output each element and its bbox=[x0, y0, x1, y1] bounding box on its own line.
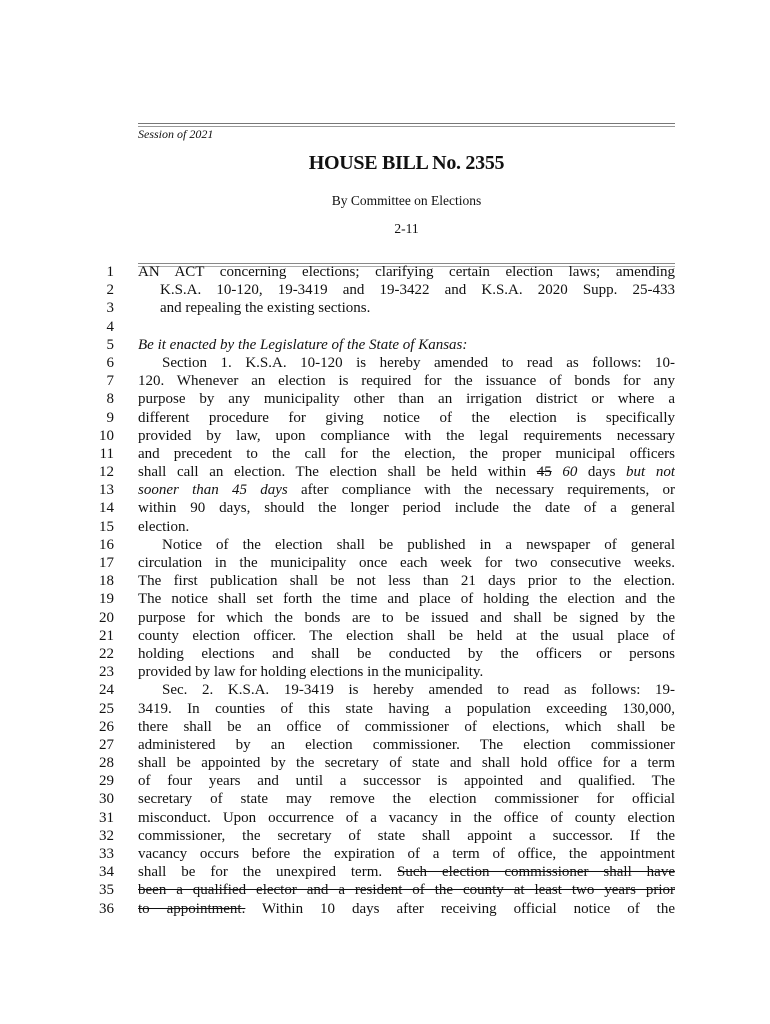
line-text bbox=[138, 863, 675, 881]
bill-line bbox=[0, 554, 770, 572]
text-segment: secretary of state may remove the election commissioner for official bbox=[138, 791, 675, 808]
header-rule-secondary bbox=[138, 126, 675, 127]
text-segment: AN ACT concerning elections; clarifying certain election laws; amending bbox=[138, 264, 675, 280]
text-segment: shall call an election. The election shall be held within bbox=[138, 464, 537, 481]
bill-line bbox=[0, 809, 770, 827]
line-text bbox=[138, 627, 675, 645]
bill-line bbox=[0, 263, 770, 281]
struck-text: been a qualified elector and a resident of the county at least two years prior bbox=[138, 882, 675, 899]
text-segment: and repealing the existing sections. bbox=[160, 300, 371, 317]
text-segment: circulation in the municipality once each week for two consecutive weeks. bbox=[138, 555, 675, 571]
line-text bbox=[138, 263, 675, 281]
line-text bbox=[138, 700, 675, 718]
text-segment: Sec. 2. K.S.A. 19-3419 is hereby amended to read as follows: 19- bbox=[162, 682, 675, 699]
bill-line bbox=[0, 427, 770, 445]
text-segment: election. bbox=[138, 518, 190, 535]
line-text bbox=[138, 336, 675, 354]
line-number: 34 bbox=[99, 864, 114, 881]
line-number: 9 bbox=[106, 409, 114, 426]
line-text bbox=[138, 481, 675, 499]
bill-line bbox=[0, 845, 770, 863]
session-label: Session of 2021 bbox=[138, 127, 214, 141]
line-number: 30 bbox=[99, 791, 114, 808]
text-segment: there shall be an office of commissioner of elections, which shall be bbox=[138, 718, 675, 735]
line-text bbox=[138, 427, 675, 445]
bill-sponsor: By Committee on Elections bbox=[331, 193, 482, 208]
bill-line bbox=[0, 627, 770, 645]
line-text bbox=[138, 736, 675, 754]
bill-line bbox=[0, 863, 770, 881]
line-number: 5 bbox=[106, 336, 114, 353]
bill-line bbox=[0, 463, 770, 481]
bill-line bbox=[0, 372, 770, 390]
line-text bbox=[138, 463, 675, 481]
bill-line bbox=[0, 299, 770, 317]
bill-line bbox=[0, 772, 770, 790]
line-text bbox=[138, 354, 675, 372]
bill-line bbox=[0, 700, 770, 718]
struck-text: Such election commissioner shall have bbox=[397, 864, 675, 881]
line-number: 32 bbox=[99, 827, 114, 844]
bill-line bbox=[0, 518, 770, 536]
text-segment bbox=[552, 464, 563, 480]
text-segment: K.S.A. 10-120, 19-3419 and 19-3422 and K.S.A. 2020 Supp. 25-433 bbox=[160, 282, 675, 299]
line-number: 7 bbox=[106, 373, 114, 390]
line-number: 31 bbox=[99, 809, 114, 826]
line-number: 33 bbox=[99, 846, 114, 862]
struck-text: 45 bbox=[536, 464, 552, 481]
text-segment: Within 10 days after receiving official notice of the bbox=[245, 900, 675, 917]
header-rule bbox=[138, 123, 675, 124]
inserted-text: Be it enacted by the Legislature of the State of Kansas: bbox=[138, 336, 468, 353]
line-text bbox=[138, 645, 675, 663]
line-text bbox=[138, 718, 675, 736]
line-text bbox=[138, 499, 675, 517]
inserted-text: 60 bbox=[562, 464, 578, 481]
text-segment: shall be for the unexpired term. bbox=[138, 864, 398, 881]
line-number: 28 bbox=[99, 755, 114, 772]
line-number: 3 bbox=[106, 300, 114, 317]
bill-line bbox=[0, 354, 770, 372]
text-segment: provided by law for holding elections in the municipality. bbox=[138, 664, 484, 681]
line-number: 29 bbox=[99, 773, 114, 790]
text-segment: 120. Whenever an election is required for the issuance of bonds for any bbox=[138, 373, 675, 390]
line-text bbox=[138, 772, 675, 790]
text-segment: The notice shall set forth the time and place of holding the election and the bbox=[138, 591, 675, 608]
line-number: 13 bbox=[99, 482, 114, 499]
line-number: 14 bbox=[99, 500, 114, 517]
bill-line bbox=[0, 445, 770, 463]
text-segment: after compliance with the necessary requirements, or bbox=[287, 482, 675, 499]
inserted-text: sooner than 45 days bbox=[138, 482, 288, 499]
line-text bbox=[138, 663, 675, 681]
line-number: 17 bbox=[99, 555, 114, 571]
bill-line bbox=[0, 790, 770, 808]
text-segment: misconduct. Upon occurrence of a vacancy in the office of county election bbox=[138, 809, 675, 826]
line-text bbox=[138, 881, 675, 899]
line-text bbox=[138, 790, 675, 808]
line-number: 23 bbox=[99, 664, 114, 681]
bill-line bbox=[0, 318, 770, 336]
line-number: 18 bbox=[99, 573, 114, 590]
bill-line bbox=[0, 718, 770, 736]
line-number: 16 bbox=[99, 536, 114, 553]
text-segment: commissioner, the secretary of state shall appoint a successor. If the bbox=[138, 827, 675, 844]
text-segment: purpose by any municipality other than an irrigation district or where a bbox=[138, 391, 675, 408]
line-text bbox=[138, 754, 675, 772]
line-number: 36 bbox=[99, 900, 114, 917]
struck-text: to appointment. bbox=[138, 900, 246, 917]
line-text bbox=[138, 845, 675, 863]
bill-text bbox=[0, 263, 770, 918]
line-text bbox=[138, 827, 675, 845]
bill-line bbox=[0, 900, 770, 918]
line-number: 24 bbox=[99, 682, 114, 699]
line-text bbox=[138, 281, 675, 299]
text-segment: purpose for which the bonds are to be issued and shall be signed by the bbox=[138, 609, 675, 626]
line-text bbox=[138, 536, 675, 554]
bill-date: 2-11 bbox=[394, 221, 419, 236]
text-segment: and precedent to the call for the election, the proper municipal officers bbox=[138, 445, 675, 462]
line-number: 1 bbox=[106, 264, 114, 280]
line-text bbox=[138, 518, 675, 536]
bill-line bbox=[0, 409, 770, 427]
inserted-text: but not bbox=[626, 464, 675, 481]
line-number: 11 bbox=[99, 445, 114, 462]
bill-line bbox=[0, 827, 770, 845]
line-number: 19 bbox=[99, 591, 114, 608]
line-number: 26 bbox=[99, 718, 114, 735]
text-segment: administered by an election commissioner. The election commissioner bbox=[138, 736, 675, 753]
text-segment: Section 1. K.S.A. 10-120 is hereby amended to read as follows: 10- bbox=[162, 354, 675, 371]
text-segment: days bbox=[577, 464, 627, 481]
line-text bbox=[138, 572, 675, 590]
bill-line bbox=[0, 590, 770, 608]
text-segment: within 90 days, should the longer period include the date of a general bbox=[138, 500, 675, 517]
bill-title: HOUSE BILL No. 2355 bbox=[308, 152, 505, 174]
bill-line bbox=[0, 281, 770, 299]
text-segment: provided by law, upon compliance with the legal requirements necessary bbox=[138, 427, 675, 444]
text-segment: holding elections and shall be conducted by the officers or persons bbox=[138, 645, 675, 662]
bill-line bbox=[0, 681, 770, 699]
bill-line bbox=[0, 572, 770, 590]
line-number: 20 bbox=[99, 609, 114, 626]
text-segment: vacancy occurs before the expiration of a term of office, the appointment bbox=[138, 846, 675, 862]
line-number: 22 bbox=[99, 645, 114, 662]
line-text bbox=[138, 299, 675, 317]
line-number: 10 bbox=[99, 427, 114, 444]
line-number: 25 bbox=[99, 700, 114, 717]
bill-line bbox=[0, 663, 770, 681]
line-number: 4 bbox=[106, 318, 114, 335]
text-segment: 3419. In counties of this state having a population exceeding 130,000, bbox=[138, 700, 675, 717]
line-number: 6 bbox=[106, 354, 114, 371]
line-number: 12 bbox=[99, 464, 114, 481]
line-number: 8 bbox=[106, 391, 114, 408]
text-segment: different procedure for giving notice of the election is specifically bbox=[138, 409, 675, 426]
line-text bbox=[138, 809, 675, 827]
bill-line bbox=[0, 481, 770, 499]
line-number: 35 bbox=[99, 882, 114, 899]
bill-line bbox=[0, 390, 770, 408]
line-text bbox=[138, 372, 675, 390]
line-text bbox=[138, 681, 675, 699]
text-segment: shall be appointed by the secretary of state and shall hold office for a term bbox=[138, 755, 675, 772]
bill-line bbox=[0, 881, 770, 899]
bill-line bbox=[0, 536, 770, 554]
line-number: 15 bbox=[99, 518, 114, 535]
text-segment: Notice of the election shall be published in a newspaper of general bbox=[162, 536, 675, 553]
bill-line bbox=[0, 736, 770, 754]
line-text bbox=[138, 390, 675, 408]
line-text bbox=[138, 590, 675, 608]
line-text bbox=[138, 900, 675, 918]
bill-line bbox=[0, 499, 770, 517]
line-number: 2 bbox=[106, 282, 114, 299]
bill-line bbox=[0, 645, 770, 663]
bill-line bbox=[0, 609, 770, 627]
line-text bbox=[138, 554, 675, 572]
line-number: 21 bbox=[99, 627, 114, 644]
text-segment: The first publication shall be not less than 21 days prior to the election. bbox=[138, 573, 675, 590]
line-text bbox=[138, 445, 675, 463]
bill-line bbox=[0, 336, 770, 354]
text-segment: of four years and until a successor is appointed and qualified. The bbox=[138, 773, 675, 790]
line-text bbox=[138, 609, 675, 627]
line-text bbox=[138, 409, 675, 427]
text-segment: county election officer. The election shall be held at the usual place of bbox=[138, 627, 675, 644]
line-number: 27 bbox=[99, 736, 114, 753]
bill-line bbox=[0, 754, 770, 772]
